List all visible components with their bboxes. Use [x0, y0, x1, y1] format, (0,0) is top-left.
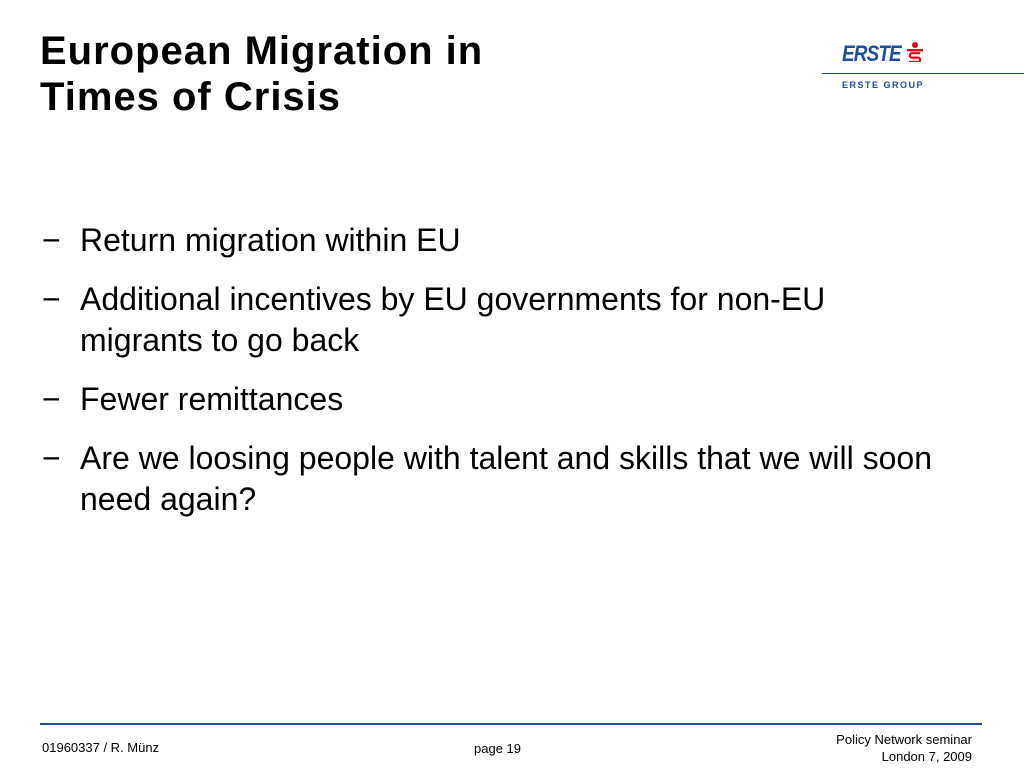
footer-event [836, 731, 972, 765]
list-item [42, 438, 942, 520]
logo-group-label: ERSTE GROUP [842, 80, 925, 90]
footer-document-id: 01960337 / R. Münz [42, 740, 160, 755]
bullet-text: Fewer remittances [80, 381, 344, 417]
bullet-dash: − [42, 281, 61, 317]
bullet-dash: − [42, 222, 61, 258]
bullet-text: Are we loosing people with talent and skills that we will soon need again? [80, 440, 933, 517]
bullet-dash: − [42, 381, 61, 417]
slide-title-line-1: European Migration in [40, 29, 484, 73]
logo-wordmark: ERSTE [842, 41, 901, 66]
list-item [42, 220, 942, 261]
list-item [42, 379, 942, 420]
list-item [42, 279, 942, 361]
footer-event-date: London 7, 2009 [881, 749, 972, 764]
footer-event-name: Policy Network seminar [836, 732, 972, 747]
logo-divider [822, 73, 1024, 74]
slide-title [40, 28, 680, 120]
s-sparkasse-icon [906, 42, 924, 62]
bullet-dash: − [42, 440, 61, 476]
slide-title-line-2: Times of Crisis [40, 75, 342, 119]
erste-group-logo [822, 38, 1024, 94]
bullet-text: Return migration within EU [80, 222, 461, 258]
bullet-list [42, 220, 942, 538]
footer-divider [40, 723, 982, 725]
bullet-text: Additional incentives by EU governments for non-EU migrants to go back [80, 281, 826, 358]
page-number: page 19 [474, 741, 521, 756]
